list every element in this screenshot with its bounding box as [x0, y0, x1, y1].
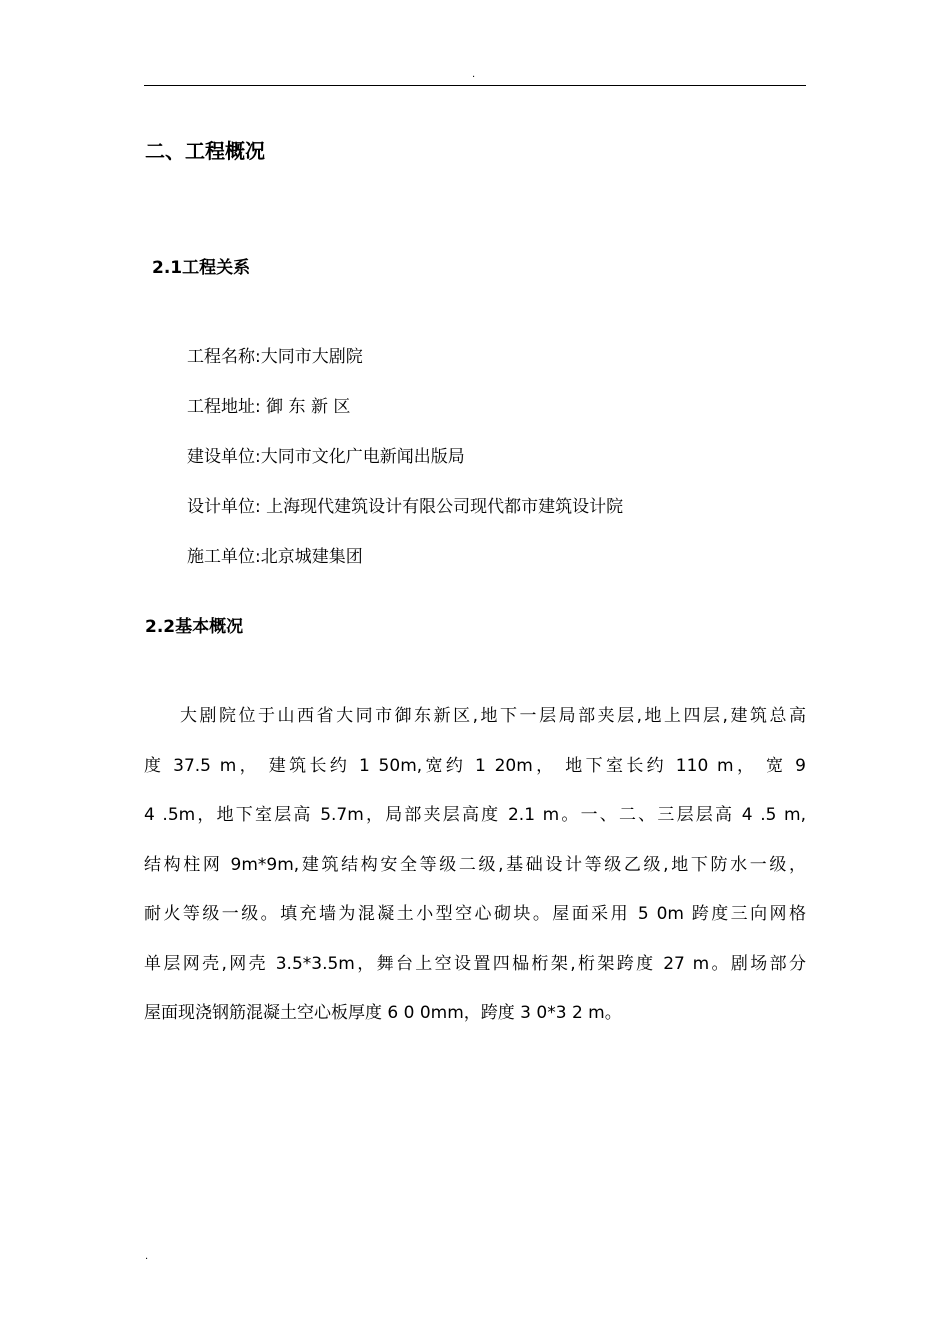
construction-unit-line: 施工单位:北京城建集团 [187, 547, 363, 567]
section-title: 二、工程概况 [145, 139, 265, 163]
paragraph-line: 4 .5m，地下室层高 5.7m，局部夹层高度 2.1 m。一、二、三层层高 4 .5 m, [144, 805, 806, 825]
paragraph-line: 屋面现浇钢筋混凝土空心板厚度 6 0 0mm，跨度 3 0*3 2 m。 [144, 1003, 622, 1023]
project-name-line: 工程名称:大同市大剧院 [187, 347, 363, 367]
header-mark: . [472, 69, 476, 80]
project-info-list [187, 344, 623, 594]
paragraph-line: 耐火等级一级。填充墙为混凝土小型空心砌块。屋面采用 5 0m 跨度三向网格 [144, 904, 806, 924]
paragraph-line: 大剧院位于山西省大同市御东新区,地下一层局部夹层,地上四层,建筑总高 [180, 706, 806, 726]
project-address-line: 工程地址: 御 东 新 区 [187, 397, 351, 417]
header-rule [144, 85, 806, 86]
footer-mark: . [145, 1251, 149, 1262]
design-unit-line: 设计单位: 上海现代建筑设计有限公司现代都市建筑设计院 [187, 497, 624, 517]
paragraph-line: 单层网壳,网壳 3.5*3.5m，舞台上空设置四榀桁架,桁架跨度 27 m。剧场部分 [144, 953, 806, 974]
paragraph-line: 结构柱网 9m*9m,建筑结构安全等级二级,基础设计等级乙级,地下防水一级， [144, 854, 806, 875]
overview-paragraph [144, 702, 806, 1049]
subsection-title-basic-overview: 2.2基本概况 [145, 617, 244, 637]
owner-unit-line: 建设单位:大同市文化广电新闻出版局 [187, 447, 465, 467]
paragraph-line: 度 37.5 m， 建筑长约 1 50m,宽约 1 20m， 地下室长约 110 m， 宽 9 [144, 755, 806, 776]
subsection-title-project-relations: 2.1工程关系 [152, 258, 251, 278]
